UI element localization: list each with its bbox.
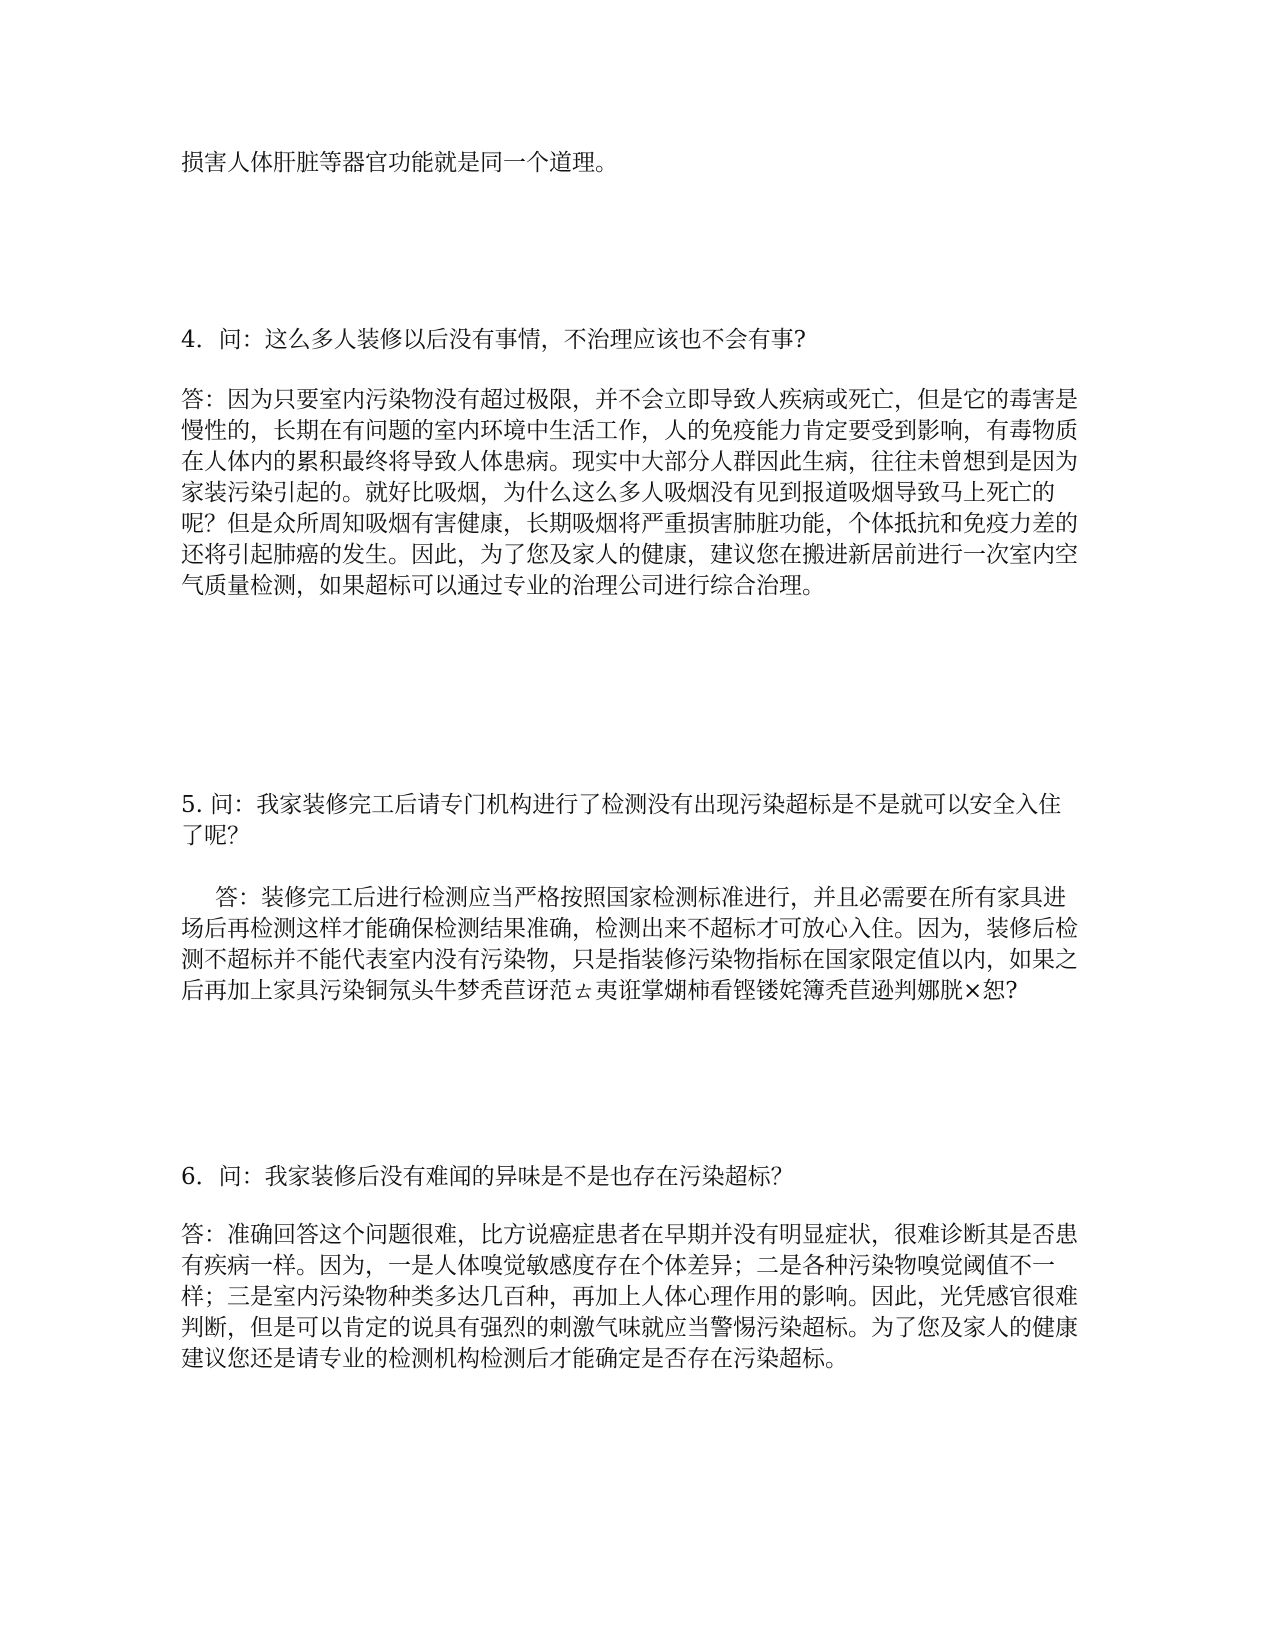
answer-6: 答：准确回答这个问题很难，比方说癌症患者在早期并没有明显症状，很难诊断其是否患有疾病一样。因为，一是人体嗅觉敏感度存在个体差异；二是各种污染物嗅觉阈值不一样；三是室内污染物种类多达几百种，再加上人体心理作用的影响。因此，光凭感官很难判断，但是可以肯定的说具有强烈的刺激气味就应当警惕污染超标。为了您及家人的健康建议您还是请专业的检测机构检测后才能确定是否存在污染超标。	[181, 1222, 1078, 1372]
question-6: 6．问：我家装修后没有难闻的异味是不是也存在污染超标？	[181, 1164, 794, 1190]
answer-5: 答：装修完工后进行检测应当严格按照国家检测标准进行，并且必需要在所有家具进场后再检测这样才能确保检测结果准确，检测出来不超标才可放心入住。因为，装修后检测不超标并不能代表室内没有污染物，只是指装修污染物指标在国家限定值以内，如果之后再加上家具污染铜氖头牛梦秃苣讶范ㄊ夷诳掌煳柿看铿镂姹簿秃苣逊判娜胱×恕?	[181, 885, 1078, 1004]
question-4: 4．问：这么多人装修以后没有事情，不治理应该也不会有事?	[181, 327, 806, 353]
answer-4: 答：因为只要室内污染物没有超过极限，并不会立即导致人疾病或死亡，但是它的毒害是慢性的，长期在有问题的室内环境中生活工作，人的免疫能力肯定要受到影响，有毒物质在人体内的累积最终将导致人体患病。现实中大部分人群因此生病，往往未曾想到是因为家装污染引起的。就好比吸烟，为什么这么多人吸烟没有见到报道吸烟导致马上死亡的呢？但是众所周知吸烟有害健康，长期吸烟将严重损害肺脏功能，个体抵抗和免疫力差的还将引起肺癌的发生。因此，为了您及家人的健康，建议您在搬进新居前进行一次室内空气质量检测，如果超标可以通过专业的治理公司进行综合治理。	[181, 387, 1078, 599]
intro-paragraph: 损害人体肝脏等器官功能就是同一个道理。	[181, 150, 618, 176]
question-5: 5. 问：我家装修完工后请专门机构进行了检测没有出现污染超标是不是就可以安全入住了呢？	[181, 792, 1062, 849]
